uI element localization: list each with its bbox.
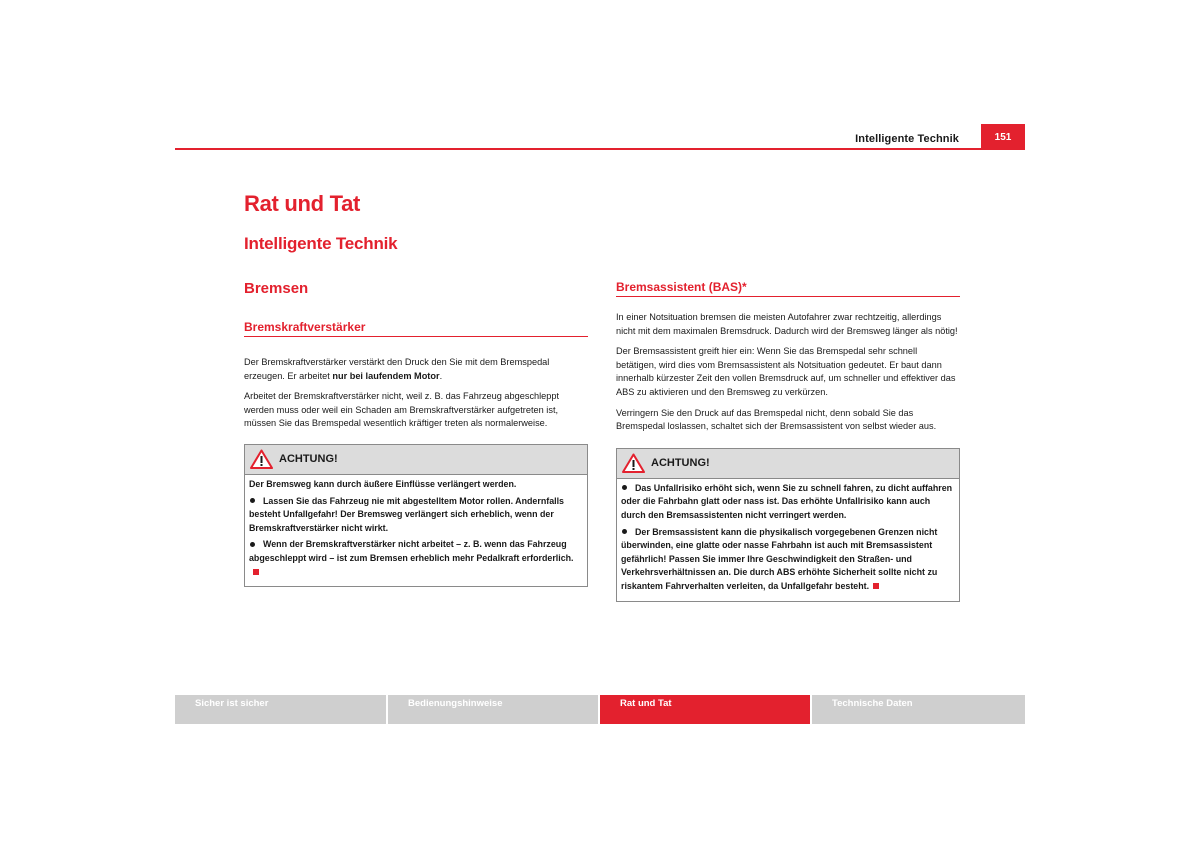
- bullet-icon: [622, 485, 627, 490]
- warning-item-text: Wenn der Bremskraftverstärker nicht arbeitet – z. B. wenn das Fahrzeug abgeschleppt wird – ist zum Bremsen erheblich mehr Pedalkraft erforderlich.: [249, 539, 574, 563]
- footer-tabs: [175, 695, 1025, 724]
- tab-bedienungshinweise[interactable]: Bedienungshinweise: [388, 695, 598, 724]
- warning-body: [245, 475, 587, 586]
- running-header-title: Intelligente Technik: [855, 133, 959, 145]
- tab-technische-daten[interactable]: Technische Daten: [812, 695, 1025, 724]
- section-title: Intelligente Technik: [244, 234, 398, 253]
- warning-header: [245, 445, 587, 475]
- left-paragraph-1-bold: nur bei laufendem Motor: [332, 370, 440, 381]
- warning-item: [621, 526, 955, 594]
- warning-header: [617, 449, 959, 479]
- warning-triangle-icon: [250, 449, 273, 469]
- subsection-title: Bremsen: [244, 280, 309, 297]
- bullet-icon: [250, 542, 255, 547]
- right-paragraph-3: Verringern Sie den Druck auf das Bremspedal nicht, denn sobald Sie das Bremspedal loslassen, schaltet sich der Bremsassistent von selbst wieder aus.: [616, 407, 937, 432]
- warning-box-left: [244, 444, 588, 587]
- warning-item: [621, 482, 955, 523]
- page-number: 151: [981, 124, 1025, 150]
- warning-body: [617, 479, 959, 601]
- tab-rat-und-tat[interactable]: Rat und Tat: [600, 695, 810, 724]
- right-paragraph-2: Der Bremsassistent greift hier ein: Wenn Sie das Bremspedal sehr schnell betätigen, wird dies vom Bremsassistent als Notsituation gedeutet. Er baut dann innerhalb kürzester Zeit den vollen Bremsdruck auf, um schneller und effektiver das ABS zu aktivieren und den Bremsweg zu verkürzen.: [616, 346, 956, 397]
- left-paragraph-1-end: .: [439, 370, 443, 381]
- left-heading: Bremskraftverstärker: [244, 320, 588, 337]
- right-heading: Bremsassistent (BAS)*: [616, 280, 960, 297]
- right-column: [616, 280, 960, 602]
- warning-intro: Der Bremsweg kann durch äußere Einflüsse verlängert werden.: [249, 478, 517, 489]
- warning-item: [249, 495, 583, 536]
- right-paragraph-1: In einer Notsituation bremsen die meisten Autofahrer zwar rechtzeitig, allerdings nicht mit dem maximalen Bremsdruck. Dadurch wird der Bremsweg länger als nötig!: [616, 312, 958, 336]
- left-column: [244, 320, 588, 587]
- left-paragraph-1-text: Der Bremskraftverstärker verstärkt den Druck den Sie mit dem Bremspedal erzeugen. Er arbeitet: [244, 357, 550, 381]
- warning-title: ACHTUNG!: [279, 453, 338, 466]
- chapter-title: Rat und Tat: [244, 191, 361, 216]
- end-square-icon: [873, 583, 879, 589]
- bullet-icon: [622, 529, 627, 534]
- end-square-icon: [253, 569, 259, 575]
- warning-item: [249, 538, 583, 579]
- tab-sicher-ist-sicher[interactable]: Sicher ist sicher: [175, 695, 386, 724]
- bullet-icon: [250, 498, 255, 503]
- left-paragraph-2: Arbeitet der Bremskraftverstärker nicht, weil z. B. das Fahrzeug abgeschleppt werden muss oder weil ein Schaden am Bremskraftverstärker aufgetreten ist, müssen Sie das Bremspedal wesentlich kräftiger treten als normalerweise.: [244, 391, 560, 429]
- header-rule: [175, 148, 1025, 150]
- warning-item-text: Lassen Sie das Fahrzeug nie mit abgestelltem Motor rollen. Andernfalls besteht Unfallgefahr! Der Bremsweg verlängert sich erheblich, wenn der Bremskraftverstärker nicht wirkt.: [249, 495, 564, 533]
- left-paragraph-1: [244, 356, 588, 383]
- warning-item-text: Der Bremsassistent kann die physikalisch vorgegebenen Grenzen nicht überwinden, eine glatte oder nasse Fahrbahn ist auch mit Bremsassistent gefährlich! Passen Sie immer Ihre Geschwindigkeit den Straßen- und Verkehrsverhältnissen an. Die durch ABS erhöhte Sicherheit sollte nicht zu riskantem Fahrverhalten verleiten, da Unfallgefahr besteht.: [621, 526, 938, 591]
- warning-title: ACHTUNG!: [651, 457, 710, 470]
- warning-box-right: [616, 448, 960, 602]
- warning-triangle-icon: [622, 453, 645, 473]
- warning-item-text: Das Unfallrisiko erhöht sich, wenn Sie zu schnell fahren, zu dicht auffahren oder die Fahrbahn glatt oder nass ist. Das erhöhte Unfallrisiko kann auch durch den Bremsassistenten nicht verringert werden.: [621, 482, 953, 520]
